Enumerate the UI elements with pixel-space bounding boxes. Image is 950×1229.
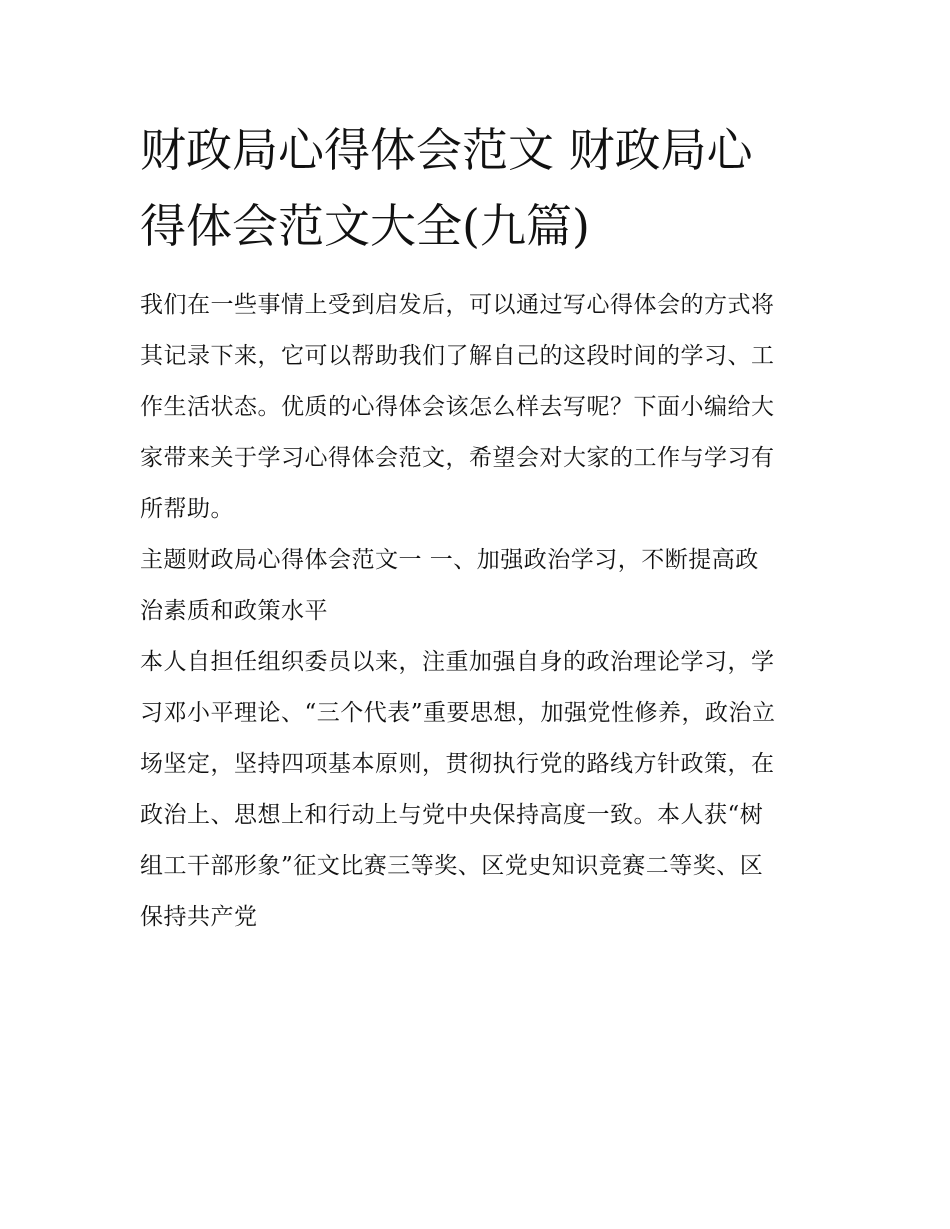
text-line: 本人自担任组织委员以来，注重加强自身的政治理论学习，学 xyxy=(140,649,775,675)
text-line: 其记录下来，它可以帮助我们了解自己的这段时间的学习、工 xyxy=(140,343,775,369)
text-line: 我们在一些事情上受到启发后，可以通过写心得体会的方式将 xyxy=(140,292,775,318)
text-line: 所帮助。 xyxy=(140,496,234,522)
body-paragraph xyxy=(140,637,820,943)
text-line: 家带来关于学习心得体会范文，希望会对大家的工作与学习有 xyxy=(140,445,775,471)
text-line: 组工干部形象”征文比赛三等奖、区党史知识竞赛二等奖、区 xyxy=(140,853,764,879)
text-line: 政治上、思想上和行动上与党中央保持高度一致。本人获“树 xyxy=(140,802,764,828)
text-line: 主题财政局心得体会范文一 一、加强政治学习，不断提高政 xyxy=(140,547,759,573)
text-line: 治素质和政策水平 xyxy=(140,598,328,624)
text-line: 保持共产党 xyxy=(140,904,258,930)
section-heading-paragraph xyxy=(140,535,820,637)
intro-paragraph xyxy=(140,280,820,535)
text-line: 作生活状态。优质的心得体会该怎么样去写呢？下面小编给大 xyxy=(140,394,775,420)
text-line: 习邓小平理论、“三个代表”重要思想，加强党性修养，政治立 xyxy=(140,700,776,726)
document-title xyxy=(140,112,820,264)
title-line: 财政局心得体会范文 财政局心 xyxy=(140,123,753,177)
title-line: 得体会范文大全(九篇) xyxy=(140,199,590,253)
document-page xyxy=(140,112,820,943)
text-line: 场坚定，坚持四项基本原则，贯彻执行党的路线方针政策，在 xyxy=(140,751,775,777)
